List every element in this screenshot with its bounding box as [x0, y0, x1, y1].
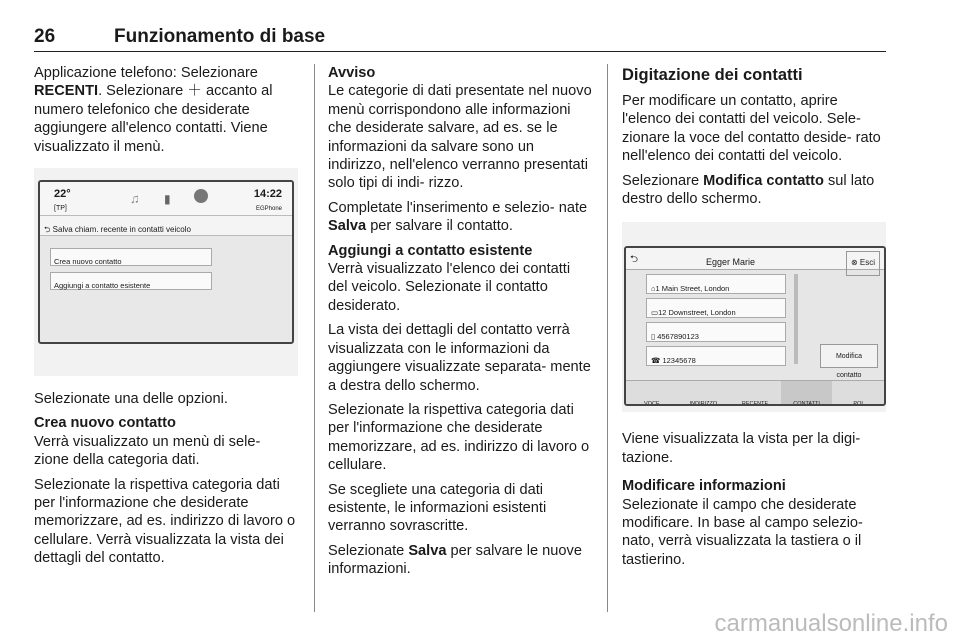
exit-button[interactable]: ⊗ Esci — [846, 251, 880, 275]
office-icon: ▭ — [651, 308, 659, 318]
phone-icon[interactable]: ▮ — [164, 192, 171, 207]
exit-icon: ⊗ — [850, 258, 858, 268]
address-field[interactable]: ▭12 Downstreet, London — [646, 298, 786, 318]
back-icon[interactable]: ⮌ — [630, 254, 639, 266]
page-number: 26 — [34, 26, 56, 47]
settings-icon[interactable] — [194, 189, 208, 203]
column-divider — [607, 64, 608, 612]
screenshot-figure — [622, 222, 886, 412]
screen-title-bar: ⮌ Salva chiam. recente in contatti veicolo — [40, 216, 292, 236]
phone-field[interactable]: ▯ 4567890123 — [646, 322, 786, 342]
column-divider — [314, 64, 315, 612]
phone-field[interactable]: ☎ 12345678 — [646, 346, 786, 366]
contact-name: Egger Marie — [706, 257, 756, 268]
temperature: 22° — [54, 188, 71, 201]
clock: 14:22 — [253, 188, 282, 201]
nav-address[interactable]: INDIRIZZO — [689, 401, 718, 407]
screenshot-figure — [34, 168, 298, 376]
status-bar: 22° [TP] ♫ ▮ 14:22 EGPhone — [40, 182, 292, 216]
page-header — [34, 26, 886, 52]
music-icon[interactable]: ♫ — [130, 191, 140, 207]
mobile-icon: ▯ — [651, 332, 658, 342]
nav-contacts[interactable]: CONTATTI — [781, 381, 833, 404]
scrollbar[interactable] — [794, 274, 798, 364]
column-2: Avviso Le categorie di dati presentate nel nuovo menù corrispondono alle informazioni che desiderate salvare, ad es. se le informazioni da salvare sono un indirizzo, nell'elenco verranno presentati solo tipi di indi- rizzo. Completate l'inserimento e selezio- nate Salva per salvare il contatto. Aggiungi a contatto esistente Verrà visualizzato l'elenco dei contatti del veicolo. Selezionate il contatto desiderato. La vista dei dettagli del contatto verrà visualizzata con le informazioni da aggiungere visualizzate separata- mente a destra dello schermo. Selezionate la rispettiva categoria dati per l'informazione che desiderate memorizzare, ad es. indirizzo di lavoro o cellulare. Se scegliete una categoria di dati esistente, le informazioni esistenti verranno sovrascritte. Selezionate Salva per salvare le nuove informazioni. — [328, 65, 592, 578]
note-heading: Avviso — [328, 65, 376, 81]
address-field[interactable]: ⌂1 Main Street, London — [646, 274, 786, 294]
infotainment-screen — [38, 180, 294, 344]
option-create-contact[interactable]: Crea nuovo contatto — [50, 248, 212, 266]
back-icon[interactable]: ⮌ — [44, 225, 51, 235]
edit-contact-button[interactable]: Modifica contatto — [820, 344, 878, 368]
heading: Crea nuovo contatto — [34, 415, 176, 432]
page-title: Funzionamento di base — [114, 26, 326, 47]
nav-voice[interactable]: VOCE — [644, 401, 660, 407]
telephone-icon: ☎ — [651, 356, 663, 366]
nav-poi[interactable]: POI — [853, 401, 863, 407]
column-1: Applicazione telefono: Selezionare RECENTI. Selezionare ＋ accanto al numero telefonico che desiderate aggiungere all'elenco contatti. Viene visualizzato il menù. 22° [TP] ♫ ▮ 14:22 EGPhone ⮌ Salva chiam. recente in contatti veicolo Crea nuovo contatto Aggiungi a contatto esistente Selezionate una delle opzioni. Crea nuovo contatto Verrà visualizzato un menù di sele- zione della categoria dati. Selezionate la rispettiva categoria dati per l'informazione che desiderate memorizzare, ad es. indirizzo di lavoro o cellulare. Verrà visualizzata la vista dei dettagli del contatto. — [34, 64, 298, 574]
paragraph: Applicazione telefono: Selezionare RECENTI. Selezionare ＋ accanto al numero telefonico che desiderate aggiungere all'elenco contatti. Viene visualizzato il menù. — [34, 65, 273, 155]
bottom-nav — [626, 380, 884, 407]
section-heading: Digitazione dei contatti — [622, 66, 803, 84]
watermark: carmanualsonline.info — [714, 610, 948, 637]
option-add-to-existing[interactable]: Aggiungi a contatto esistente — [50, 272, 212, 290]
heading: Aggiungi a contatto esistente — [328, 242, 533, 259]
column-3: Digitazione dei contatti Per modificare un contatto, aprire l'elenco dei contatti del veicolo. Sele- zionare la voce del contatto deside- rato nell'elenco dei contatti del veicolo. Selezionare Modifica contatto sul lato destro dello schermo. ⮌ Egger Marie ⊗ Esci ⌂1 Main Street, London ▭12 Downstreet, London ▯ 4567890123 ☎ 12345678 Modifica contatto VOCE INDIRIZZO RECENTE CONTATTI POI Viene visualizzata la vista per la digi- tazione. Modificare informazioni Selezionate il campo che desiderate modificare. In base al campo selezio- nato, verrà visualizzata la tastiera o il tastierino. — [622, 64, 890, 575]
infotainment-screen — [624, 246, 886, 406]
home-icon: ⌂ — [651, 284, 656, 294]
screen-title-bar — [626, 248, 884, 270]
nav-recent[interactable]: RECENTE — [741, 401, 769, 407]
heading: Modificare informazioni — [622, 478, 786, 495]
